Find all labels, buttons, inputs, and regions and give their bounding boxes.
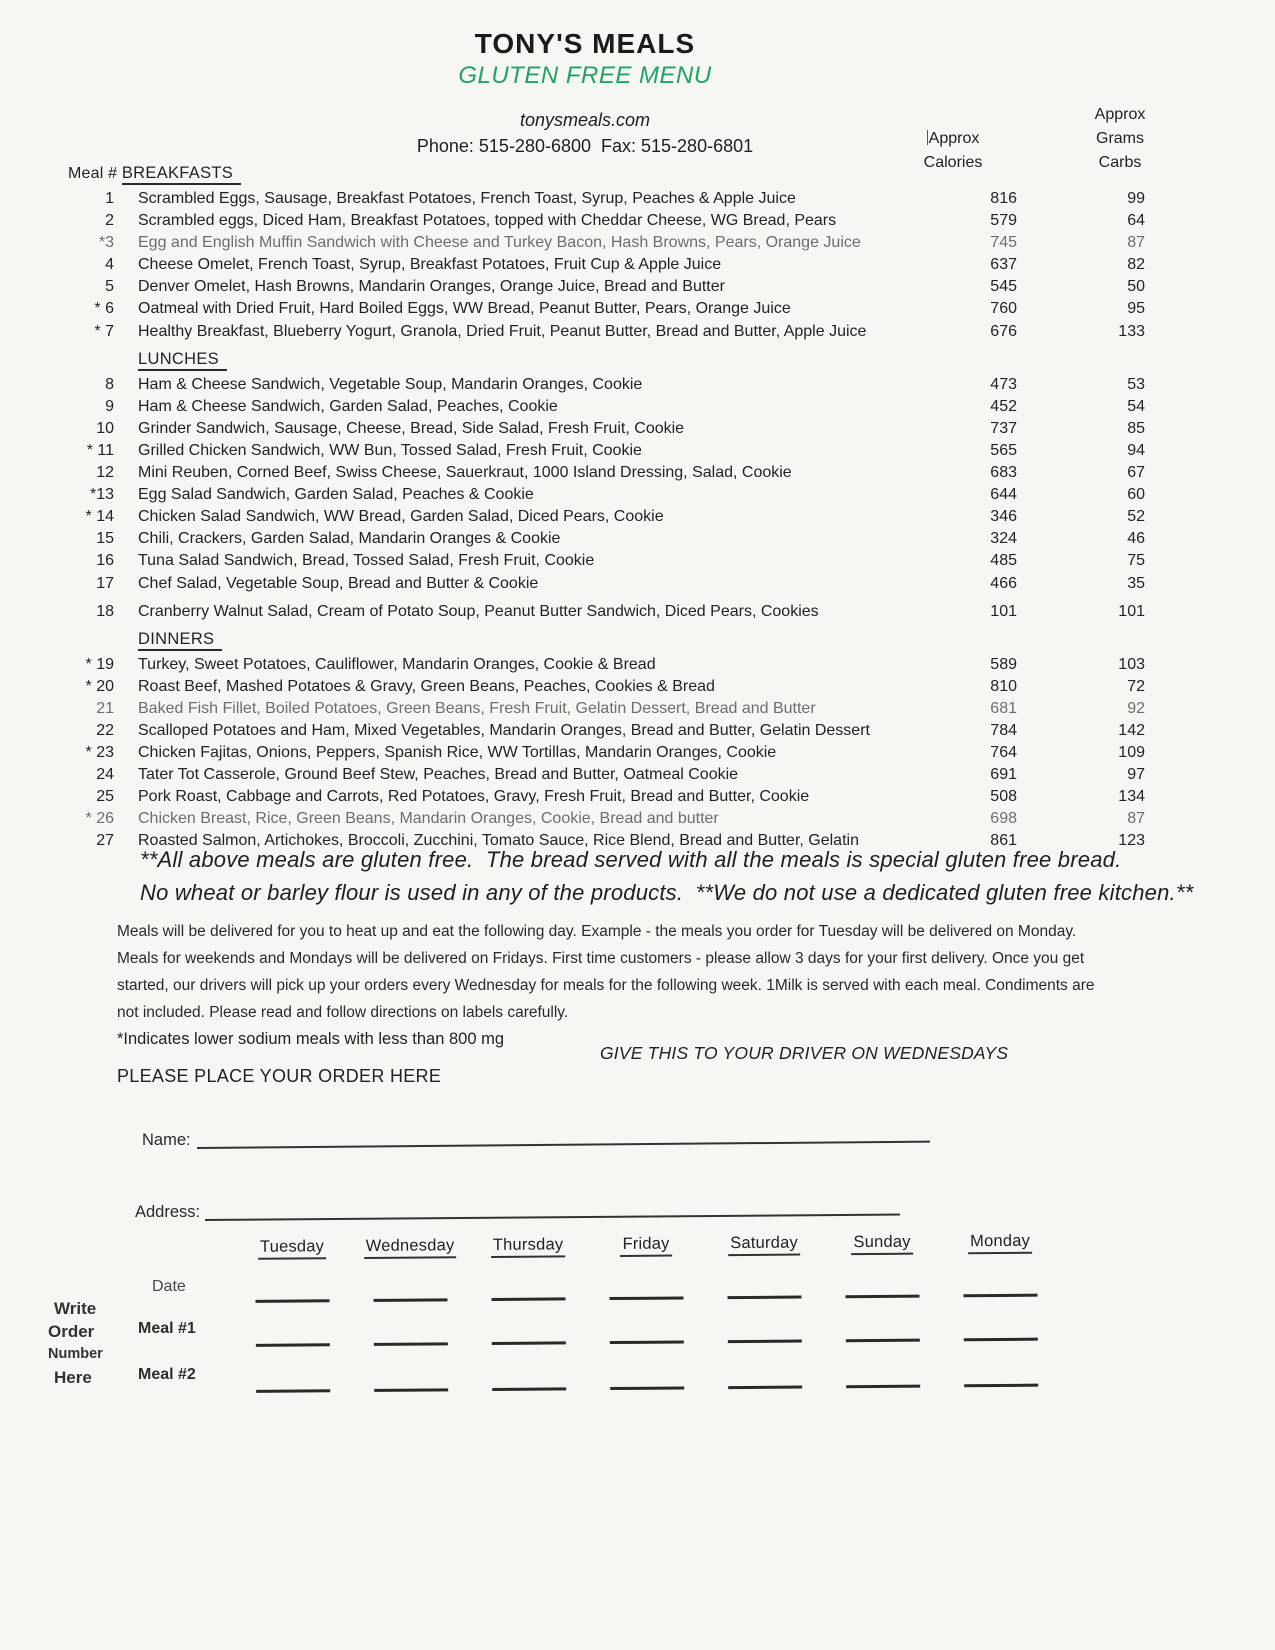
order-cell-slot — [470, 1377, 588, 1391]
date-row-label: Date — [152, 1278, 186, 1295]
meal-description: Egg and English Muffin Sandwich with Cheese and Turkey Bacon, Hash Browns, Pears, Orange Juice — [138, 234, 861, 252]
calories-header-line2: Calories — [923, 154, 983, 171]
meal-description: Denver Omelet, Hash Browns, Mandarin Oranges, Orange Juice, Bread and Butter — [138, 278, 725, 296]
meal-calories: 698 — [990, 810, 1017, 828]
order-cell-slot — [942, 1328, 1060, 1342]
order-blank-line[interactable] — [728, 1376, 802, 1390]
menu-row — [68, 462, 1145, 484]
meal-carbs: 67 — [1127, 464, 1145, 482]
meal-number: 27 — [96, 832, 114, 850]
order-cell-slot — [824, 1374, 942, 1388]
meal-number: * 19 — [85, 655, 114, 673]
menu-row — [68, 742, 1145, 764]
day-label: Saturday — [728, 1234, 800, 1257]
meal-description: Grinder Sandwich, Sausage, Cheese, Bread, Side Salad, Fresh Fruit, Cookie — [138, 419, 685, 437]
meal-calories: 683 — [990, 464, 1017, 482]
meal-calories: 346 — [990, 508, 1017, 526]
menu-sections — [68, 157, 1145, 853]
menu-row — [68, 601, 1145, 623]
meal-number: 17 — [96, 574, 114, 592]
meal-calories: 784 — [990, 721, 1017, 739]
carbs-header-line1: Approx — [1094, 106, 1146, 123]
menu-row — [68, 440, 1145, 462]
meal-description: Healthy Breakfast, Blueberry Yogurt, Granola, Dried Fruit, Peanut Butter, Bread and Butter, Apple Juice — [138, 322, 867, 340]
page-header — [0, 28, 1170, 90]
menu-row — [68, 254, 1145, 276]
meal-calories: 676 — [990, 322, 1017, 340]
menu-row — [68, 396, 1145, 418]
side-label-line: Write — [54, 1299, 97, 1318]
order-cell-slot — [470, 1331, 588, 1345]
meal-description: Grilled Chicken Sandwich, WW Bun, Tossed Salad, Fresh Fruit, Cookie — [138, 441, 642, 459]
menu-row — [68, 374, 1145, 396]
side-label-stack — [48, 1297, 103, 1389]
meal-description: Egg Salad Sandwich, Garden Salad, Peaches & Cookie — [138, 486, 534, 504]
meal-description: Roast Beef, Mashed Potatoes & Gravy, Green Beans, Peaches, Cookies & Bread — [138, 677, 715, 695]
meal-number: 24 — [96, 766, 114, 784]
meal-calories: 764 — [990, 744, 1017, 762]
order-blank-line[interactable] — [255, 1289, 329, 1303]
address-input-line[interactable] — [205, 1198, 900, 1221]
menu-row — [68, 654, 1145, 676]
meal2-line-row — [234, 1373, 1064, 1393]
meal-calories: 508 — [990, 788, 1017, 806]
meal-description: Chili, Crackers, Garden Salad, Mandarin Oranges & Cookie — [138, 530, 561, 548]
order-cell-slot — [233, 1289, 351, 1303]
day-column — [351, 1236, 469, 1256]
meal-calories: 473 — [990, 375, 1017, 393]
menu-row — [68, 808, 1145, 830]
order-cell-slot — [706, 1329, 824, 1343]
menu-row — [68, 321, 1145, 343]
order-blank-line[interactable] — [846, 1375, 920, 1389]
section-heading: LUNCHES — [138, 350, 227, 371]
menu-row — [68, 276, 1145, 298]
meal-carbs: 92 — [1127, 699, 1145, 717]
menu-row — [68, 720, 1145, 742]
day-label: Monday — [968, 1232, 1032, 1255]
meal-number: 16 — [96, 552, 114, 570]
order-cell-slot — [587, 1286, 705, 1300]
carbs-header-line3: Carbs — [1098, 154, 1142, 171]
meal-carbs: 123 — [1118, 832, 1145, 850]
day-label: Friday — [620, 1235, 671, 1257]
meal-description: Ham & Cheese Sandwich, Vegetable Soup, Mandarin Oranges, Cookie — [138, 375, 643, 393]
meal-carbs: 103 — [1118, 655, 1145, 673]
order-cell-slot — [351, 1288, 469, 1302]
name-input-line[interactable] — [197, 1125, 930, 1149]
meal-carbs: 54 — [1127, 397, 1145, 415]
gluten-note-line2: No wheat or barley flour is used in any of the products. **We do not use a dedicated gluten free kitchen.** — [140, 880, 1194, 905]
order-cell-slot — [234, 1333, 352, 1347]
name-label: Name: — [142, 1131, 191, 1149]
meal-number: 8 — [105, 375, 114, 393]
meal-description: Chicken Breast, Rice, Green Beans, Mandarin Oranges, Cookie, Bread and butter — [138, 810, 719, 828]
order-cell-slot — [588, 1330, 706, 1344]
meal-carbs: 134 — [1118, 788, 1145, 806]
meal-number: 15 — [96, 530, 114, 548]
order-blank-line[interactable] — [846, 1329, 920, 1343]
order-blank-line[interactable] — [609, 1286, 683, 1300]
menu-row — [68, 418, 1145, 440]
meal2-row-label: Meal #2 — [138, 1366, 196, 1383]
side-label-line: Here — [54, 1368, 92, 1387]
meal-calories: 452 — [990, 397, 1017, 415]
side-label-line: Order — [48, 1322, 95, 1341]
meal-calories: 745 — [990, 234, 1017, 252]
order-blank-line[interactable] — [728, 1330, 802, 1344]
meal-carbs: 64 — [1127, 212, 1145, 230]
meal1-row-label: Meal #1 — [138, 1320, 196, 1337]
menu-row — [68, 528, 1145, 550]
order-blank-line[interactable] — [610, 1330, 684, 1344]
section-heading-row — [138, 348, 1145, 371]
meal-description: Chef Salad, Vegetable Soup, Bread and Butter & Cookie — [138, 574, 539, 592]
meal-number: 12 — [96, 464, 114, 482]
meal-calories: 816 — [990, 190, 1017, 207]
meal-description: Baked Fish Fillet, Boiled Potatoes, Green Beans, Fresh Fruit, Gelatin Dessert, Bread and Butter — [138, 699, 816, 717]
meal-carbs: 99 — [1127, 190, 1145, 207]
meal-number: * 26 — [85, 810, 114, 828]
meal-calories: 760 — [990, 300, 1017, 318]
meal-calories: 681 — [990, 699, 1017, 717]
meal-carbs: 133 — [1118, 322, 1145, 340]
meal-description: Scrambled eggs, Diced Ham, Breakfast Potatoes, topped with Cheddar Cheese, WG Bread, Pears — [138, 212, 837, 230]
order-cell-slot — [942, 1374, 1060, 1388]
meal-number: *13 — [89, 486, 114, 504]
date-line-row — [233, 1283, 1063, 1303]
section-heading-row — [68, 162, 1145, 185]
meal-carbs: 94 — [1127, 441, 1145, 459]
order-cell-slot — [469, 1287, 587, 1301]
meal-number: 2 — [105, 212, 114, 230]
order-blank-line[interactable] — [256, 1379, 330, 1393]
sodium-note: *Indicates lower sodium meals with less than 800 mg — [117, 1030, 505, 1048]
menu-row — [68, 484, 1145, 506]
menu-row — [68, 786, 1145, 808]
order-cell-slot — [234, 1379, 352, 1393]
section-heading-row — [138, 628, 1145, 651]
meal-carbs: 109 — [1118, 744, 1145, 762]
order-blank-line[interactable] — [492, 1377, 566, 1391]
meal-calories: 861 — [990, 832, 1017, 850]
carbs-header-line2: Grams — [1096, 130, 1144, 147]
menu-row — [68, 698, 1145, 720]
meal-carbs: 85 — [1127, 419, 1145, 437]
meal-calories: 579 — [990, 212, 1017, 230]
meal-carbs: 97 — [1127, 766, 1145, 784]
day-column — [233, 1237, 351, 1257]
meal-carbs: 53 — [1127, 375, 1145, 393]
day-column — [587, 1234, 705, 1254]
meal-carbs: 35 — [1127, 574, 1145, 592]
menu-row — [68, 764, 1145, 786]
meal-number: 21 — [96, 699, 114, 717]
meal-carbs: 95 — [1127, 300, 1145, 318]
driver-note: GIVE THIS TO YOUR DRIVER ON WEDNESDAYS — [600, 1043, 1009, 1063]
meal-carbs: 75 — [1127, 552, 1145, 570]
meal-number: 25 — [96, 788, 114, 806]
menu-row — [68, 210, 1145, 232]
order-blank-line[interactable] — [727, 1286, 801, 1300]
menu-row — [68, 506, 1145, 528]
meal-calories: 810 — [990, 677, 1017, 695]
calories-header-line1: Approx — [928, 130, 980, 147]
meal-number: *3 — [98, 234, 114, 252]
order-cell-slot — [941, 1284, 1059, 1298]
meal-description: Chicken Fajitas, Onions, Peppers, Spanish Rice, WW Tortillas, Mandarin Oranges, Cookie — [138, 744, 777, 762]
meal-number: 9 — [105, 397, 114, 415]
meal-calories: 637 — [990, 256, 1017, 274]
meal-description: Ham & Cheese Sandwich, Garden Salad, Peaches, Cookie — [138, 397, 558, 415]
meal-number: * 11 — [86, 441, 114, 459]
page-subtitle: GLUTEN FREE MENU — [458, 62, 712, 89]
meal-carbs: 101 — [1118, 602, 1145, 620]
meal-calories: 644 — [990, 486, 1017, 504]
menu-row — [68, 188, 1145, 210]
day-header-row — [233, 1231, 1063, 1257]
meal-calories: 101 — [990, 602, 1017, 620]
meal-calories: 737 — [990, 419, 1017, 437]
day-label: Tuesday — [258, 1237, 326, 1260]
website-text: tonysmeals.com — [519, 110, 651, 130]
meal-description: Cranberry Walnut Salad, Cream of Potato Soup, Peanut Butter Sandwich, Diced Pears, Cookies — [138, 602, 819, 620]
meal-description: Scalloped Potatoes and Ham, Mixed Vegetables, Mandarin Oranges, Bread and Butter, Gelatin Dessert — [138, 721, 870, 739]
order-cell-slot — [823, 1284, 941, 1298]
meal-description: Scrambled Eggs, Sausage, Breakfast Potatoes, French Toast, Syrup, Peaches & Apple Juice — [138, 190, 796, 207]
section-heading: DINNERS — [138, 630, 222, 651]
day-column — [941, 1232, 1059, 1252]
order-blank-line[interactable] — [373, 1288, 447, 1302]
meal-carbs: 82 — [1127, 256, 1145, 274]
meal-carbs: 87 — [1127, 810, 1145, 828]
meal-number: 1 — [105, 190, 114, 207]
order-cell-slot — [352, 1332, 470, 1346]
meal-calories: 466 — [990, 574, 1017, 592]
meal-carbs: 87 — [1127, 234, 1145, 252]
address-label: Address: — [135, 1203, 201, 1221]
meal-number: 18 — [96, 602, 114, 620]
menu-row — [68, 298, 1145, 320]
day-label: Sunday — [851, 1233, 912, 1255]
menu-row — [68, 550, 1145, 572]
meal-number: * 6 — [94, 300, 114, 318]
meal-carbs: 142 — [1118, 721, 1145, 739]
meal-description: Oatmeal with Dried Fruit, Hard Boiled Eggs, WW Bread, Peanut Butter, Pears, Orange Juice — [138, 300, 791, 318]
meal-carbs: 46 — [1127, 530, 1145, 548]
meal-description: Mini Reuben, Corned Beef, Swiss Cheese, Sauerkraut, 1000 Island Dressing, Salad, Cookie — [138, 464, 792, 482]
meal-number: 10 — [96, 419, 114, 437]
order-blank-line[interactable] — [963, 1284, 1037, 1298]
meal-number: * 7 — [94, 322, 114, 340]
order-blank-line[interactable] — [845, 1285, 919, 1299]
page-title: TONY'S MEALS — [474, 28, 696, 59]
meal-description: Pork Roast, Cabbage and Carrots, Red Potatoes, Gravy, Fresh Fruit, Bread and Butter, Cookie — [138, 788, 810, 806]
meal-number-column-label: Meal # — [68, 165, 122, 182]
gluten-note-line1: **All above meals are gluten free. The bread served with all the meals is special gluten free bread. — [140, 847, 1122, 872]
phone-fax-text: Phone: 515-280-6800 Fax: 515-280-6801 — [416, 136, 754, 156]
meal-carbs: 50 — [1127, 278, 1145, 296]
meal-description: Tater Tot Casserole, Ground Beef Stew, Peaches, Bread and Butter, Oatmeal Cookie — [138, 766, 739, 784]
meal-description: Turkey, Sweet Potatoes, Cauliflower, Mandarin Oranges, Cookie & Bread — [138, 655, 656, 673]
section-heading: BREAKFASTS — [122, 164, 241, 185]
order-blank-line[interactable] — [256, 1333, 330, 1347]
order-cell-slot — [824, 1328, 942, 1342]
day-label: Wednesday — [364, 1236, 457, 1259]
meal-description: Chicken Salad Sandwich, WW Bread, Garden Salad, Diced Pears, Cookie — [138, 508, 664, 526]
meal-description: Tuna Salad Sandwich, Bread, Tossed Salad, Fresh Fruit, Cookie — [138, 552, 595, 570]
meal-number: * 23 — [85, 744, 114, 762]
order-blank-line[interactable] — [491, 1287, 565, 1301]
meal-carbs: 60 — [1127, 486, 1145, 504]
order-cell-slot — [352, 1378, 470, 1392]
order-cell-slot — [706, 1375, 824, 1389]
order-grid — [233, 1231, 1064, 1408]
day-column — [705, 1233, 823, 1253]
order-blank-line[interactable] — [374, 1332, 448, 1346]
meal-calories: 589 — [990, 655, 1017, 673]
meal1-line-row — [234, 1327, 1064, 1347]
meal-calories: 485 — [990, 552, 1017, 570]
day-label: Thursday — [491, 1235, 566, 1258]
order-cell-slot — [705, 1285, 823, 1299]
order-cell-slot — [588, 1376, 706, 1390]
meal-number: 4 — [105, 256, 114, 274]
order-blank-line[interactable] — [964, 1328, 1038, 1342]
menu-row — [68, 573, 1145, 595]
side-label-line: Number — [48, 1346, 103, 1362]
meal-number: * 20 — [85, 677, 114, 695]
meal-description: Cheese Omelet, French Toast, Syrup, Breakfast Potatoes, Fruit Cup & Apple Juice — [138, 256, 722, 274]
order-blank-line[interactable] — [964, 1374, 1038, 1388]
meal-description: Roasted Salmon, Artichokes, Broccoli, Zucchini, Tomato Sauce, Rice Blend, Bread and Butter, Gelatin — [138, 832, 859, 850]
menu-row — [68, 232, 1145, 254]
delivery-paragraph: Meals will be delivered for you to heat up and eat the following day. Example - the meals you order for Tuesday will be delivered on Monday. Meals for weekends and Mondays will be delivered on Fridays. First time customers - please allow 3 days for your first delivery. Once you get started, our drivers will pick up your orders every Wednesday for meals for the following week. 1Milk is served with each meal. Condiments are not included. Please read and follow directions on labels carefully. — [117, 923, 1095, 1021]
meal-calories: 691 — [990, 766, 1017, 784]
meal-number: 5 — [105, 278, 114, 296]
day-column — [469, 1235, 587, 1255]
day-column — [823, 1232, 941, 1252]
meal-calories: 545 — [990, 278, 1017, 296]
meal-carbs: 72 — [1127, 677, 1145, 695]
order-blank-line[interactable] — [374, 1378, 448, 1392]
meal-calories: 565 — [990, 441, 1017, 459]
meal-calories: 324 — [990, 530, 1017, 548]
place-order-heading: PLEASE PLACE YOUR ORDER HERE — [117, 1066, 442, 1086]
order-blank-line[interactable] — [492, 1331, 566, 1345]
meal-carbs: 52 — [1127, 508, 1145, 526]
order-blank-line[interactable] — [610, 1376, 684, 1390]
menu-row — [68, 676, 1145, 698]
gluten-free-note — [140, 843, 1210, 909]
meal-number: * 14 — [85, 508, 114, 526]
scan-artifact-line — [927, 130, 928, 145]
meal-number: 22 — [96, 721, 114, 739]
